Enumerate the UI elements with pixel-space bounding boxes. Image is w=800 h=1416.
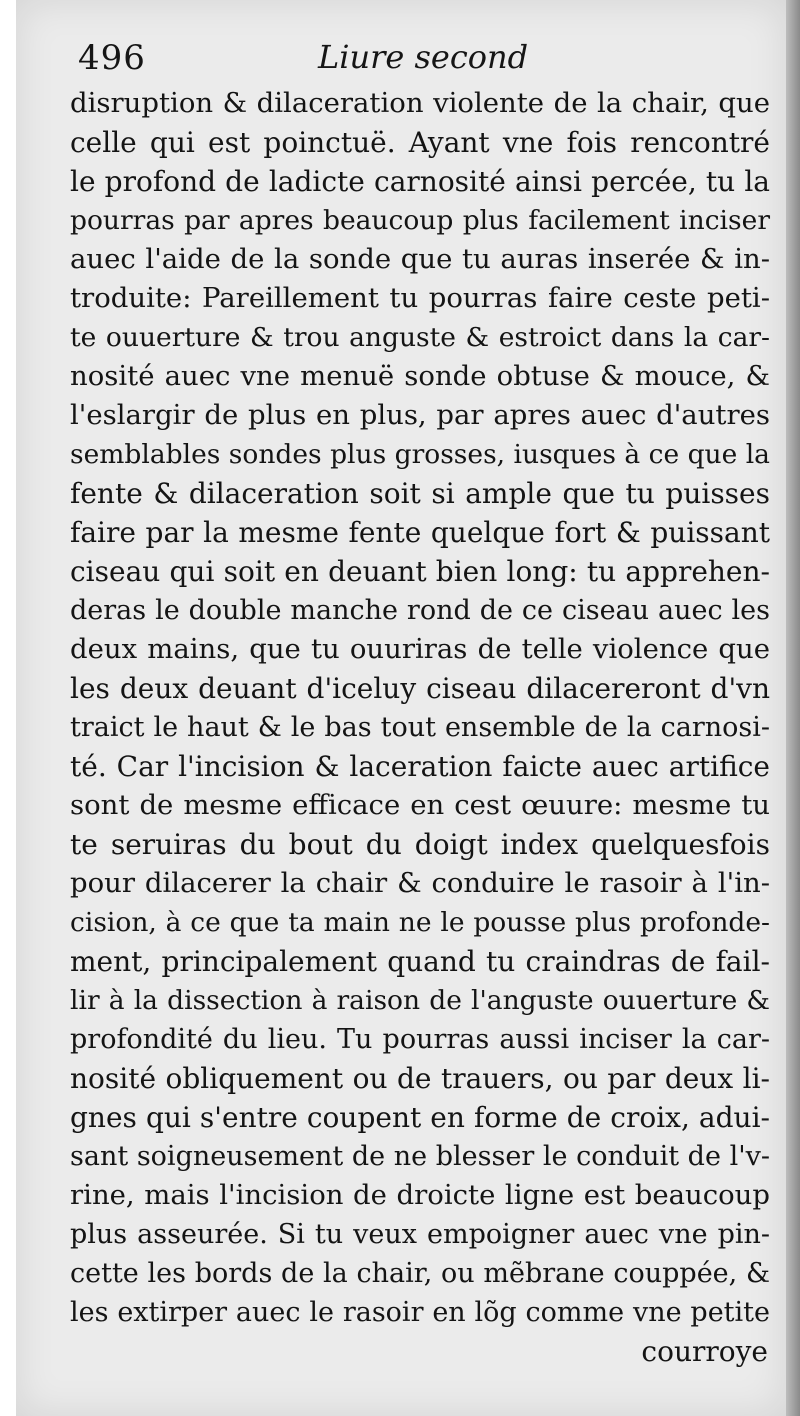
catchword: courroye xyxy=(641,1335,768,1368)
text-line: les extirper auec le rasoir en lõg comme vne petite xyxy=(70,1297,770,1328)
text-line: nosité obliquement ou de trauers, ou par deux li- xyxy=(70,1062,770,1095)
text-line: rine, mais l'incision de droicte ligne est beaucoup xyxy=(70,1179,770,1211)
running-title: Liure second xyxy=(318,38,529,76)
text-line: pourras par apres beaucoup plus facilement inciser xyxy=(70,205,770,236)
text-line: traict le haut & le bas tout ensemble de la carnosi- xyxy=(70,712,770,743)
text-line: fente & dilaceration soit si ample que tu puisses xyxy=(70,477,770,510)
text-line: faire par la mesme fente quelque fort & puissant xyxy=(70,516,770,549)
text-line: semblables sondes plus grosses, iusques à ce que la xyxy=(70,439,770,470)
text-line: l'eslargir de plus en plus, par apres auec d'autres xyxy=(70,399,770,431)
text-line: ment, principalement quand tu craindras de fail- xyxy=(70,945,770,978)
text-line: pour dilacerer la chair & conduire le rasoir à l'in- xyxy=(70,867,770,899)
text-line: nosité auec vne menuë sonde obtuse & mouce, & xyxy=(70,360,770,392)
paper-sheet xyxy=(16,0,786,1416)
text-line: te seruiras du bout du doigt index quelquesfois xyxy=(70,828,770,861)
text-line: té. Car l'incision & laceration faicte auec artifice xyxy=(70,750,770,783)
page-header xyxy=(78,38,768,86)
text-line: cette les bords de la chair, ou mẽbrane couppée, & xyxy=(70,1258,770,1289)
body-text xyxy=(70,84,770,1371)
text-line: les deux deuant d'iceluy ciseau dilacereront d'vn xyxy=(70,672,770,705)
page-number: 496 xyxy=(78,38,146,78)
text-line: sont de mesme efficace en cest œuure: mesme tu xyxy=(70,789,770,821)
text-line: celle qui est poinctuë. Ayant vne fois rencontré xyxy=(70,126,770,159)
page-edge-shadow xyxy=(786,0,800,1416)
text-line: ciseau qui soit en deuant bien long: tu apprehen- xyxy=(70,555,770,588)
text-line: profondité du lieu. Tu pourras aussi inciser la car- xyxy=(70,1024,770,1055)
text-line: deras le double manche rond de ce ciseau auec les xyxy=(70,595,770,626)
text-line: deux mains, que tu ouuriras de telle violence que xyxy=(70,633,770,665)
text-line: le profond de ladicte carnosité ainsi percée, tu la xyxy=(70,165,770,198)
text-line: plus asseurée. Si tu veux empoigner auec vne pin- xyxy=(70,1219,770,1250)
text-line: sant soigneusement de ne blesser le conduit de l'v- xyxy=(70,1141,770,1172)
text-line: te ouuerture & trou anguste & estroict dans la car- xyxy=(70,322,770,353)
text-line: disruption & dilaceration violente de la chair, que xyxy=(70,87,770,119)
text-line: troduite: Pareillement tu pourras faire ceste peti- xyxy=(70,282,770,314)
text-line: auec l'aide de la sonde que tu auras inserée & in- xyxy=(70,243,770,275)
text-line: lir à la dissection à raison de l'anguste ouuerture & xyxy=(70,985,770,1016)
text-line: cision, à ce que ta main ne le pousse plus profonde- xyxy=(70,907,770,938)
text-line: gnes qui s'entre coupent en forme de croix, adui- xyxy=(70,1101,770,1134)
